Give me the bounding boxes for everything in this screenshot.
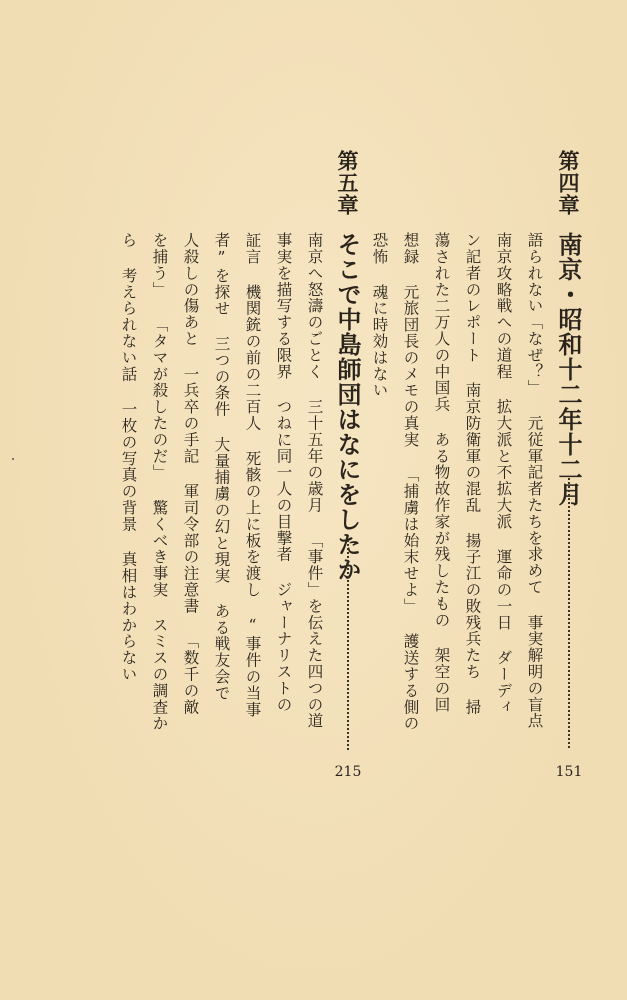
chapter-5-page-number: 215 <box>334 764 362 780</box>
chapter-5-line-1: 南京へ怒濤のごとく 三十五年の歳月 「事件」を伝えた四つの道 <box>305 232 324 729</box>
chapter-5-leader-dots <box>347 540 351 750</box>
chapter-4-line-5: 想録 元旅団長のメモの真実 「捕虜は始末せよ」 護送する側の <box>401 232 420 732</box>
chapter-4-page-number: 151 <box>555 764 583 780</box>
chapter-5-line-5: 人殺しの傷あと 一兵卒の手記 軍司令部の注意書 「数千の敵 <box>181 232 200 716</box>
chapter-4-line-6: 恐怖 魂に時効はない <box>370 232 389 399</box>
chapter-5-label: 第五章 <box>335 150 360 216</box>
chapter-5-line-7: ら 考えられない話 一枚の写真の背景 真相はわからない <box>119 232 138 683</box>
chapter-5-line-2: 事実を描写する限界 つねに同一人の目撃者 ジャーナリストの <box>274 232 293 713</box>
chapter-4-line-3: ン記者のレポート 南京防衛軍の混乱 揚子江の敗残兵たち 掃 <box>463 232 482 716</box>
chapter-4-line-4: 蕩された二万人の中国兵 ある物故作家が残したもの 架空の回 <box>432 232 451 713</box>
chapter-4-line-2: 南京攻略戦への道程 拡大派と不拡大派 運命の一日 ダーディ <box>494 232 513 716</box>
paper-speck <box>12 458 14 460</box>
chapter-4-line-1: 語られない「なぜ？」 元従軍記者たちを求めて 事実解明の盲点 <box>525 232 544 729</box>
chapter-5-line-6: を捕う」 「タマが殺したのだ」 驚くべき事実 スミスの調査か <box>150 232 169 732</box>
chapter-4-leader-dots <box>568 478 572 748</box>
chapter-5-line-3: 証言 機関銃の前の二百人 死骸の上に板を渡し “事件の当事 <box>243 232 262 718</box>
chapter-4-label: 第四章 <box>556 150 581 216</box>
chapter-5-title: そこで中島師団はなにをしたか <box>333 232 362 582</box>
chapter-4-title: 南京・昭和十二年十二月 <box>554 232 583 507</box>
chapter-5-line-4: 者”を探せ 三つの条件 大量捕虜の幻と現実 ある戦友会で <box>212 232 231 702</box>
